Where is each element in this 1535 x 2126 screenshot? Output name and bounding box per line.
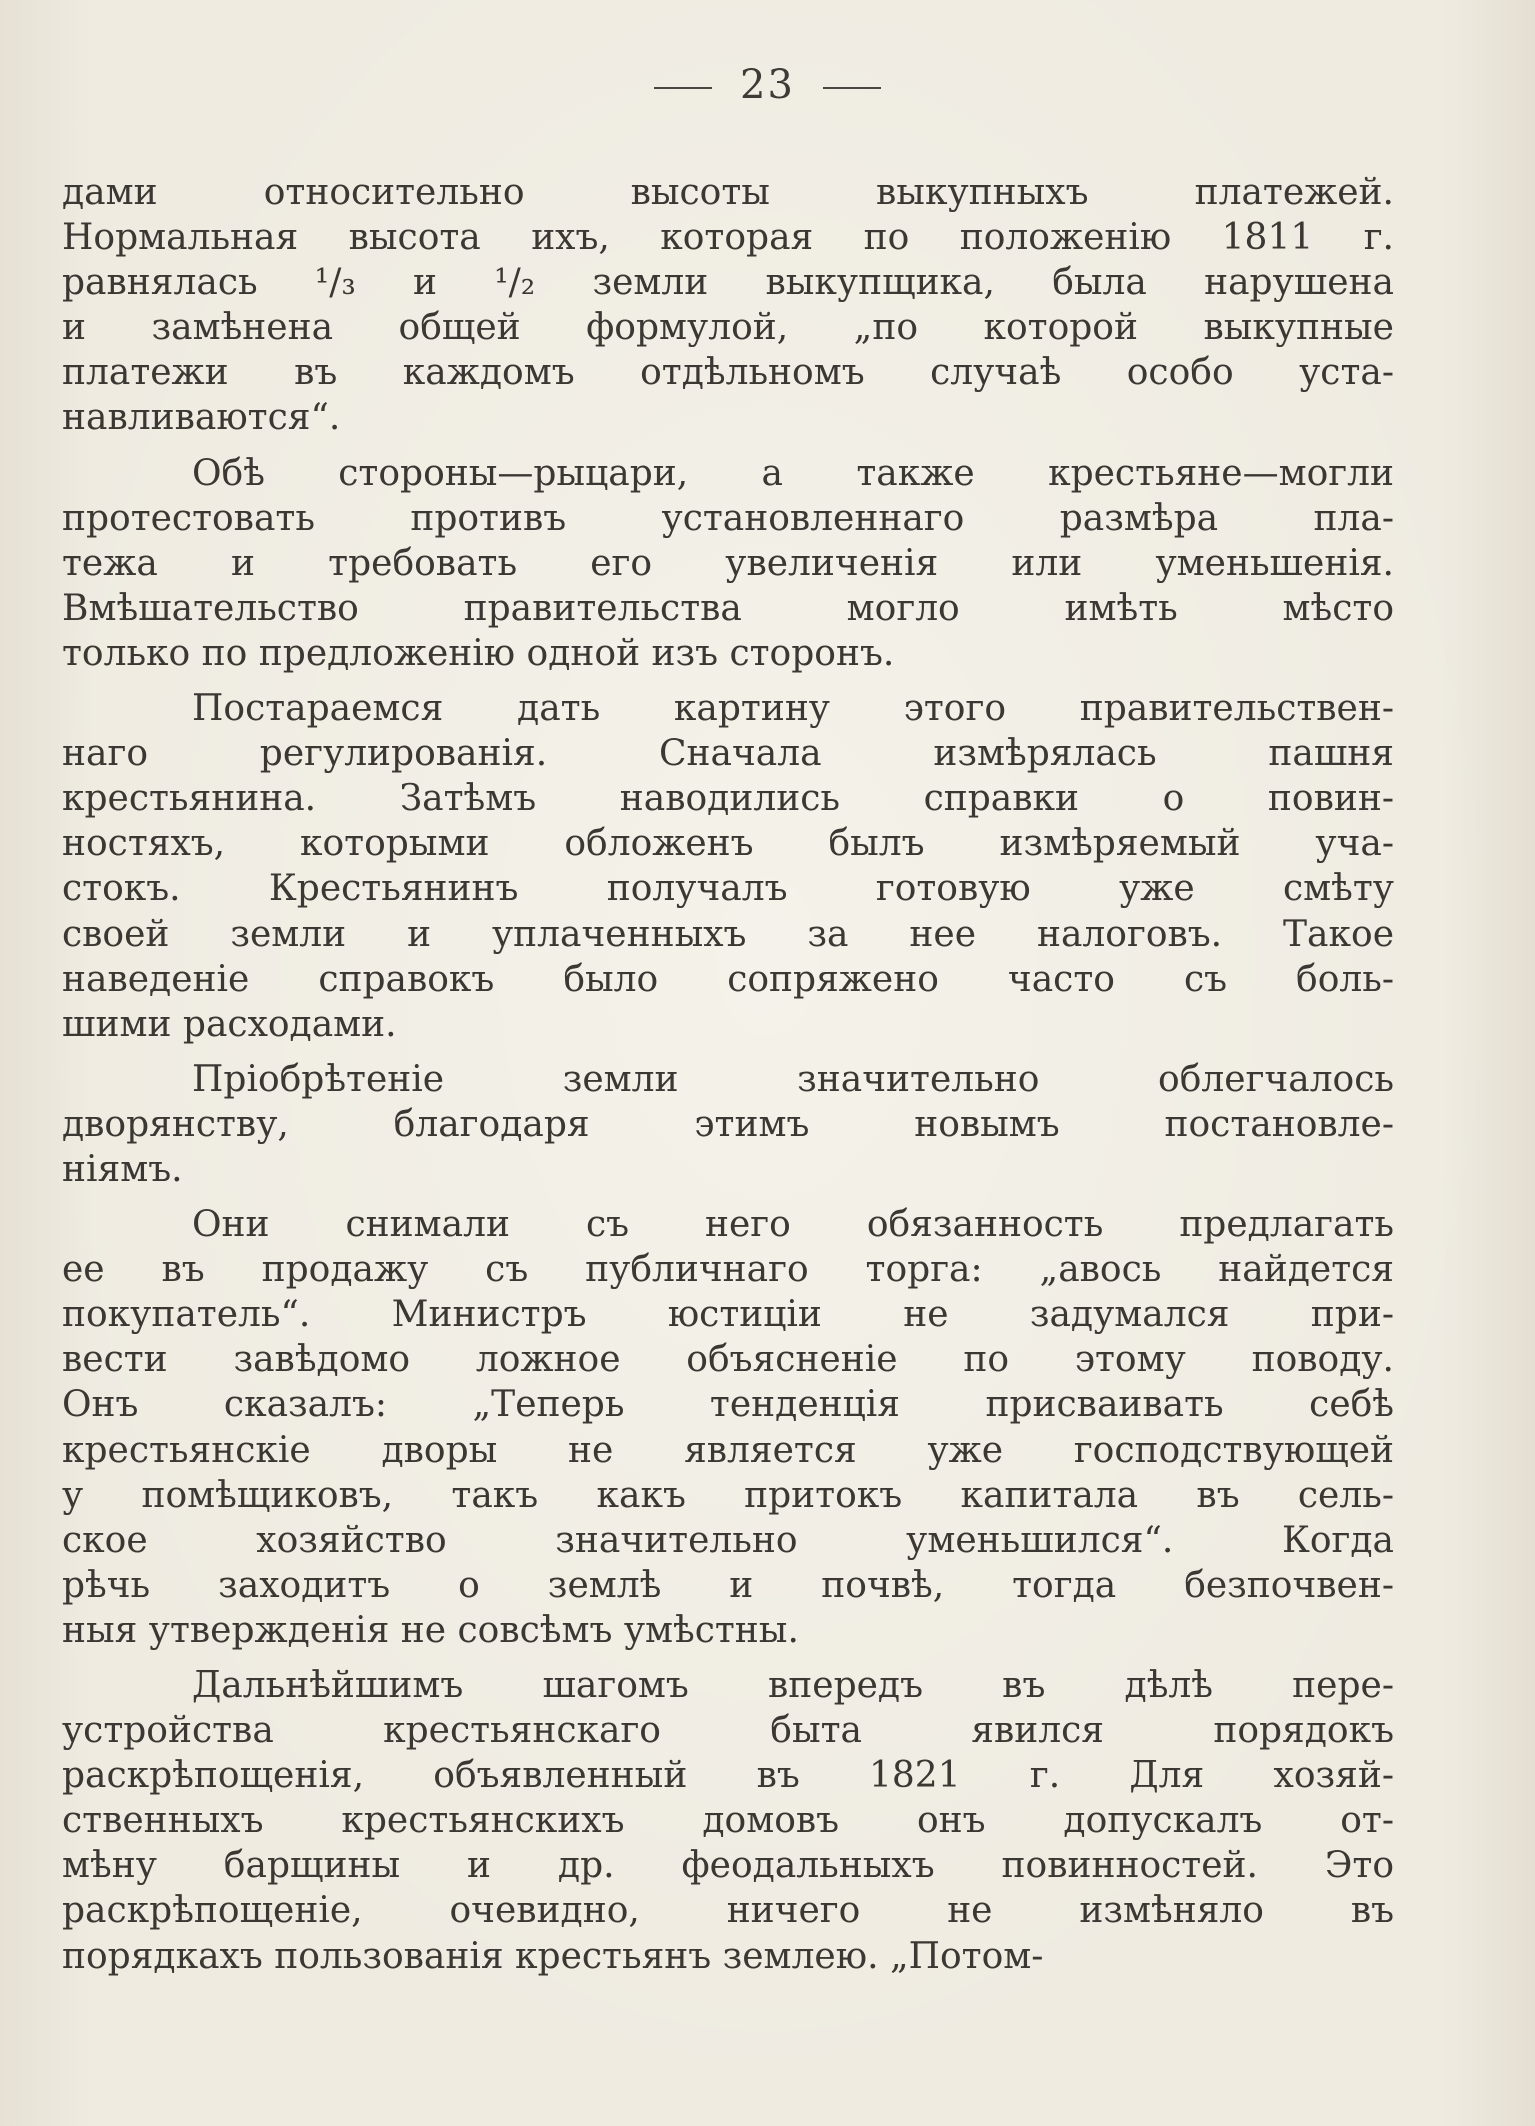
text-line: дворянству, благодаря этимъ новымъ постановле- [62,1103,1394,1145]
text-line: дами относительно высоты выкупныхъ платежей. [62,172,1394,213]
paragraph [62,686,1394,1047]
paragraph-gap [62,1653,1394,1663]
text-line: Пріобрѣтеніе земли значительно облегчалось [192,1058,1394,1100]
paragraph [62,170,1394,441]
paragraph [62,1663,1394,1979]
text-line: шими расходами. [62,1003,397,1045]
text-line: крестьянскіе дворы не является уже господствующей [62,1429,1394,1471]
body-text [62,170,1394,1979]
text-line: протестовать противъ установленнаго размѣра пла- [62,497,1394,539]
text-line: Постараемся дать картину этого правительствен- [192,688,1394,730]
paragraph-gap [62,1047,1394,1057]
text-line: крестьянина. Затѣмъ наводились справки о повин- [62,778,1394,820]
text-line: и замѣнена общей формулой, „по которой выкупные [62,307,1394,349]
paragraph-gap [62,676,1394,686]
text-line: ныя утвержденія не совсѣмъ умѣстны. [62,1609,799,1651]
text-line: порядкахъ пользованія крестьянъ землею. „Потом- [62,1935,1044,1977]
text-line: у помѣщиковъ, такъ какъ притокъ капитала въ сель- [62,1474,1394,1516]
text-line: рѣчь заходитъ о землѣ и почвѣ, тогда безпочвен- [62,1564,1394,1606]
text-line: ее въ продажу съ публичнаго торга: „авось найдется [62,1249,1394,1291]
paragraph-gap [62,1192,1394,1202]
text-line: вести завѣдомо ложное объясненіе по этому поводу. [62,1339,1394,1381]
right-dash [823,87,881,89]
text-line: ніямъ. [62,1148,183,1190]
text-line: Они снимали съ него обязанность предлагать [192,1204,1394,1246]
paragraph [62,1202,1394,1653]
text-line: покупатель“. Министръ юстиціи не задумался при- [62,1294,1394,1336]
text-line: ское хозяйство значительно уменьшился“. Когда [62,1519,1394,1561]
text-line: своей земли и уплаченныхъ за нее налоговъ. Такое [62,913,1394,955]
text-line: тежа и требовать его увеличенія или уменьшенія. [62,542,1394,584]
text-line: Вмѣшательство правительства могло имѣть мѣсто [62,587,1394,629]
page-header [0,62,1535,108]
text-line: Нормальная высота ихъ, которая по положенію 1811 г. [62,217,1394,259]
text-line: раскрѣпощеніе, очевидно, ничего не измѣняло въ [62,1890,1394,1932]
paragraph [62,451,1394,676]
text-line: Онъ сказалъ: „Теперь тенденція присваивать себѣ [62,1384,1394,1426]
text-line: раскрѣпощенія, объявленный въ 1821 г. Для хозяй- [62,1755,1394,1797]
text-line: наведеніе справокъ было сопряжено часто съ боль- [62,958,1394,1000]
text-line: мѣну барщины и др. феодальныхъ повинностей. Это [62,1845,1394,1887]
paragraph [62,1057,1394,1192]
text-line: навливаются“. [62,397,341,439]
text-line: ностяхъ, которыми обложенъ былъ измѣряемый уча- [62,823,1394,865]
text-line: стокъ. Крестьянинъ получалъ готовую уже смѣту [62,868,1394,910]
paragraph-gap [62,441,1394,451]
page-number: 23 [740,62,795,108]
text-line: равнялась ¹/₃ и ¹/₂ земли выкупщика, была нарушена [62,262,1394,304]
text-line: платежи въ каждомъ отдѣльномъ случаѣ особо уста- [62,352,1394,394]
text-line: устройства крестьянскаго быта явился порядокъ [62,1710,1394,1752]
left-dash [654,87,712,89]
text-line: ственныхъ крестьянскихъ домовъ онъ допускалъ от- [62,1800,1394,1842]
text-line: наго регулированія. Сначала измѣрялась пашня [62,733,1394,775]
text-line: Дальнѣйшимъ шагомъ впередъ въ дѣлѣ пере- [192,1665,1394,1706]
text-line: только по предложенію одной изъ сторонъ. [62,632,895,674]
text-line: Обѣ стороны—рыцари, а также крестьяне—могли [192,452,1394,494]
